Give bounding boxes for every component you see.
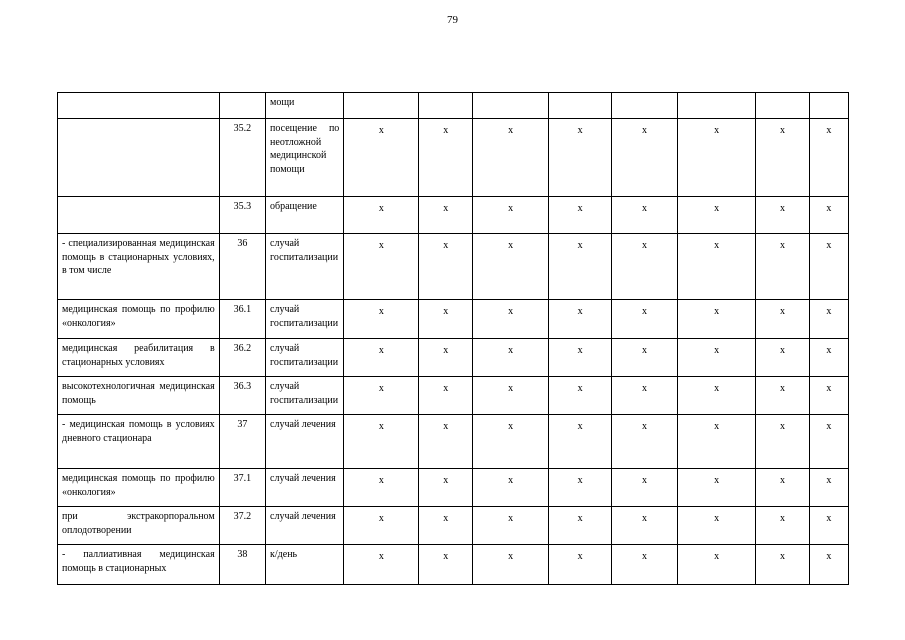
table-row [58,415,849,469]
value-cell [344,93,419,119]
value-cell: х [419,469,473,507]
value-cell: х [756,234,810,300]
value-cell: х [756,300,810,339]
value-cell: х [419,234,473,300]
value-cell: х [344,469,419,507]
value-cell: х [756,545,810,585]
value-cell: х [756,377,810,415]
value-cell: х [612,197,678,234]
unit-of-measure: случай лечения [266,507,344,545]
value-cell: х [549,234,612,300]
unit-of-measure: случай лечения [266,415,344,469]
value-cell: х [473,469,549,507]
value-cell: х [612,377,678,415]
table-row [58,545,849,585]
table-row [58,377,849,415]
row-description [58,119,220,197]
value-cell: х [473,415,549,469]
value-cell: х [344,545,419,585]
table-row [58,300,849,339]
value-cell: х [473,507,549,545]
value-cell: х [549,415,612,469]
row-number: 35.3 [219,197,265,234]
value-cell: х [809,197,848,234]
value-cell: х [756,119,810,197]
table-row [58,197,849,234]
value-cell: х [677,377,755,415]
unit-of-measure: случай госпитализации [266,300,344,339]
value-cell: х [677,507,755,545]
value-cell: х [419,119,473,197]
row-number: 37.1 [219,469,265,507]
data-table [57,92,849,585]
value-cell: х [473,197,549,234]
value-cell: х [549,197,612,234]
value-cell: х [756,469,810,507]
value-cell: х [549,300,612,339]
table-row [58,234,849,300]
row-description: медицинская помощь по профилю «онкология» [58,469,220,507]
value-cell [677,93,755,119]
row-description: - специализированная медицинская помощь в стационарных условиях, в том числе [58,234,220,300]
row-description: высокотехнологичная медицинская помощь [58,377,220,415]
value-cell: х [473,545,549,585]
row-description: - паллиативная медицинская помощь в стационарных [58,545,220,585]
row-number: 35.2 [219,119,265,197]
value-cell: х [344,415,419,469]
value-cell: х [473,377,549,415]
value-cell: х [809,545,848,585]
value-cell: х [809,507,848,545]
table-row [58,93,849,119]
value-cell: х [612,545,678,585]
value-cell: х [677,339,755,377]
value-cell: х [809,339,848,377]
value-cell: х [549,339,612,377]
value-cell [612,93,678,119]
unit-of-measure: посещение по неотложной медицинской помощи [266,119,344,197]
value-cell: х [756,339,810,377]
value-cell: х [549,377,612,415]
value-cell: х [344,507,419,545]
value-cell [473,93,549,119]
value-cell: х [677,197,755,234]
table-row [58,507,849,545]
value-cell: х [344,234,419,300]
row-description: при экстракорпоральном оплодотворении [58,507,220,545]
row-number: 37.2 [219,507,265,545]
value-cell: х [344,300,419,339]
unit-of-measure: к/день [266,545,344,585]
value-cell: х [756,507,810,545]
value-cell: х [677,119,755,197]
value-cell: х [612,469,678,507]
value-cell [549,93,612,119]
unit-of-measure: мощи [266,93,344,119]
unit-of-measure: случай лечения [266,469,344,507]
table-row [58,119,849,197]
value-cell: х [677,415,755,469]
value-cell: х [473,119,549,197]
row-number [219,93,265,119]
row-description: медицинская помощь по профилю «онкология» [58,300,220,339]
value-cell: х [809,119,848,197]
value-cell: х [419,300,473,339]
value-cell: х [612,507,678,545]
unit-of-measure: обращение [266,197,344,234]
row-description [58,197,220,234]
value-cell: х [344,119,419,197]
row-number: 37 [219,415,265,469]
value-cell: х [809,469,848,507]
row-description: медицинская реабилитация в стационарных условиях [58,339,220,377]
row-number: 38 [219,545,265,585]
row-number: 36.2 [219,339,265,377]
table-row [58,339,849,377]
value-cell: х [677,469,755,507]
value-cell: х [419,415,473,469]
value-cell [809,93,848,119]
value-cell: х [612,300,678,339]
value-cell: х [612,415,678,469]
unit-of-measure: случай госпитализации [266,377,344,415]
value-cell: х [419,545,473,585]
value-cell: х [549,507,612,545]
value-cell: х [473,339,549,377]
value-cell: х [549,545,612,585]
value-cell: х [344,197,419,234]
row-description: - медицинская помощь в условиях дневного стационара [58,415,220,469]
value-cell: х [809,300,848,339]
unit-of-measure: случай госпитализации [266,234,344,300]
value-cell: х [473,234,549,300]
value-cell: х [549,469,612,507]
value-cell: х [809,377,848,415]
row-description [58,93,220,119]
value-cell [756,93,810,119]
value-cell: х [473,300,549,339]
page-number: 79 [447,14,458,26]
value-cell: х [419,197,473,234]
value-cell: х [419,507,473,545]
value-cell: х [677,300,755,339]
value-cell: х [677,234,755,300]
value-cell: х [809,415,848,469]
value-cell: х [549,119,612,197]
value-cell: х [419,339,473,377]
value-cell: х [419,377,473,415]
table-row [58,469,849,507]
value-cell: х [809,234,848,300]
row-number: 36.3 [219,377,265,415]
value-cell [419,93,473,119]
value-cell: х [612,339,678,377]
value-cell: х [612,119,678,197]
unit-of-measure: случай госпитализации [266,339,344,377]
value-cell: х [344,339,419,377]
value-cell: х [756,415,810,469]
value-cell: х [612,234,678,300]
row-number: 36 [219,234,265,300]
value-cell: х [756,197,810,234]
value-cell: х [677,545,755,585]
row-number: 36.1 [219,300,265,339]
value-cell: х [344,377,419,415]
